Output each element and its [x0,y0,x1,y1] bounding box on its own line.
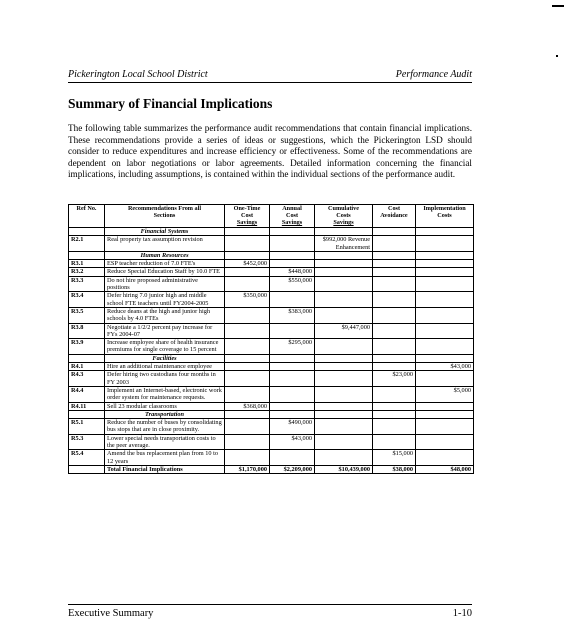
empty-cell [69,228,105,236]
recommendation-cell: Increase employee share of health insurance premiums for single coverage to 15 percent [105,339,225,355]
avoidance-cell [373,260,416,268]
implementation-cell: $48,000 [416,465,474,473]
category-label: Transportation [105,410,225,418]
scan-speck [556,55,558,57]
table-body [69,228,474,474]
table-row [69,402,474,410]
column-header [270,205,315,228]
table-row [69,419,474,435]
table-row [69,236,474,252]
empty-cell [315,228,373,236]
empty-cell [416,251,474,259]
empty-cell [416,410,474,418]
category-row [69,354,474,362]
cumulative-cell [315,402,373,410]
column-header [373,205,416,228]
empty-cell [315,251,373,259]
empty-cell [315,354,373,362]
implementation-cell [416,402,474,410]
table-row [69,292,474,308]
page-number: 1-10 [452,608,472,619]
column-header-line: Cost [240,212,254,219]
avoidance-cell [373,363,416,371]
avoidance-cell [373,386,416,402]
recommendation-cell: Hire an additional maintenance employee [105,363,225,371]
annual-cell: $43,000 [270,434,315,450]
implementation-cell [416,268,474,276]
category-row [69,410,474,418]
column-header-line: Sections [153,212,176,219]
table-row [69,276,474,292]
onetime-cell [225,434,270,450]
onetime-cell: $368,000 [225,402,270,410]
ref-cell: R5.1 [69,419,105,435]
avoidance-cell: $23,000 [373,371,416,387]
implementation-cell: $43,000 [416,363,474,371]
empty-cell [270,228,315,236]
implementation-cell: $5,000 [416,386,474,402]
category-label: Financial Systems [105,228,225,236]
column-header-line: Costs [336,212,351,219]
scan-edge-mark [552,5,564,7]
column-header [225,205,270,228]
empty-cell [69,410,105,418]
annual-cell: $383,000 [270,307,315,323]
onetime-cell [225,268,270,276]
table-row [69,339,474,355]
column-header-line: Annual [282,205,302,212]
implementation-cell [416,260,474,268]
header-report: Performance Audit [395,69,472,80]
recommendation-cell: Defer hiring two custodians four months in FY 2003 [105,371,225,387]
ref-cell: R4.11 [69,402,105,410]
table-header-row [69,205,474,228]
cumulative-cell [315,363,373,371]
annual-cell [270,450,315,466]
annual-cell [270,386,315,402]
recommendation-cell: Reduce Special Education Staff by 10.0 FTE [105,268,225,276]
empty-cell [225,228,270,236]
empty-cell [225,251,270,259]
empty-cell [225,410,270,418]
cumulative-cell [315,450,373,466]
empty-cell [69,251,105,259]
onetime-cell [225,363,270,371]
avoidance-cell [373,339,416,355]
cumulative-cell [315,260,373,268]
ref-cell: R3.8 [69,323,105,339]
ref-cell: R3.9 [69,339,105,355]
header-district: Pickerington Local School District [68,69,208,80]
table-row [69,323,474,339]
empty-cell [373,228,416,236]
annual-cell [270,363,315,371]
table-row [69,260,474,268]
column-header-line: One-Time [233,205,261,212]
column-header-line: Ref No. [76,205,97,212]
annual-cell: $550,000 [270,276,315,292]
annual-cell: $2,209,000 [270,465,315,473]
onetime-cell [225,371,270,387]
recommendation-cell: Reduce the number of buses by consolidating bus stops that are in close proximity. [105,419,225,435]
column-header-line: Savings [236,219,258,226]
empty-cell [373,354,416,362]
recommendation-cell: Reduce deans at the high and junior high schools by 4.0 FTEs [105,307,225,323]
implementation-cell [416,371,474,387]
onetime-cell: $452,000 [225,260,270,268]
annual-cell [270,260,315,268]
implementation-cell [416,276,474,292]
annual-cell [270,323,315,339]
implementation-cell [416,419,474,435]
avoidance-cell [373,402,416,410]
ref-cell: R3.3 [69,276,105,292]
column-header-line: Avoidance [380,212,408,219]
implementation-cell [416,307,474,323]
cumulative-cell [315,386,373,402]
footer-section: Executive Summary [68,608,154,619]
empty-cell [270,354,315,362]
ref-cell: R3.4 [69,292,105,308]
empty-cell [270,410,315,418]
annual-cell [270,292,315,308]
recommendation-cell: Sell 23 modular classrooms [105,402,225,410]
cumulative-cell [315,276,373,292]
onetime-cell [225,236,270,252]
cumulative-cell [315,307,373,323]
category-row [69,228,474,236]
implementation-cell [416,292,474,308]
empty-cell [416,228,474,236]
annual-cell [270,236,315,252]
table-row [69,371,474,387]
onetime-cell: $350,000 [225,292,270,308]
intro-paragraph: The following table summarizes the performance audit recommendations that contain financial implications. These recommendations provide a series of ideas or suggestions, which the Pickerington LSD should consider to reduce expenditures and increase efficiency or effectiveness. Some of the recommendations are dependent on labor negotiations or labor agreements. Detailed information concerning the financial implications, including assumptions, is contained within the individual sections of the performance audit. [68,123,472,180]
avoidance-cell [373,268,416,276]
ref-cell: R3.5 [69,307,105,323]
annual-cell [270,402,315,410]
recommendation-cell: Defer hiring 7.0 junior high and middle school FTE teachers until FY2004-2005 [105,292,225,308]
onetime-cell [225,323,270,339]
avoidance-cell [373,276,416,292]
onetime-cell [225,276,270,292]
annual-cell: $490,000 [270,419,315,435]
column-header-line: Savings [333,219,354,226]
avoidance-cell [373,323,416,339]
avoidance-cell [373,434,416,450]
page-title: Summary of Financial Implications [68,96,273,111]
implementation-cell [416,339,474,355]
cumulative-cell [315,292,373,308]
category-label: Facilities [105,354,225,362]
annual-cell: $448,000 [270,268,315,276]
ref-cell: R5.4 [69,450,105,466]
onetime-cell [225,307,270,323]
avoidance-cell [373,236,416,252]
table-row [69,268,474,276]
total-row [69,465,474,473]
column-header-line: Savings [281,219,303,226]
empty-cell [416,354,474,362]
column-header [416,205,474,228]
ref-cell: R4.3 [69,371,105,387]
cumulative-cell: $10,439,000 [315,465,373,473]
ref-cell [69,465,105,473]
cumulative-cell: $9,447,000 [315,323,373,339]
empty-cell [270,251,315,259]
empty-cell [225,354,270,362]
onetime-cell: $1,170,000 [225,465,270,473]
onetime-cell [225,419,270,435]
ref-cell: R4.1 [69,363,105,371]
avoidance-cell [373,419,416,435]
cumulative-cell [315,339,373,355]
table-row [69,386,474,402]
empty-cell [373,251,416,259]
implementation-cell [416,450,474,466]
implementation-cell [416,236,474,252]
column-header-line: Recommendations From all [127,205,202,212]
page-footer [68,604,472,619]
onetime-cell [225,339,270,355]
recommendation-cell: ESP teacher reduction of 7.0 FTE's [105,260,225,268]
table-row [69,450,474,466]
ref-cell: R3.1 [69,260,105,268]
column-header-line: Cost [387,205,401,212]
recommendation-cell: Total Financial Implications [105,465,225,473]
avoidance-cell: $15,000 [373,450,416,466]
recommendation-cell: Negotiate a 1/2/2 percent pay increase for FYs 2004-07 [105,323,225,339]
avoidance-cell: $38,000 [373,465,416,473]
cumulative-cell: $992,000 Revenue Enhancement [315,236,373,252]
table-row [69,434,474,450]
ref-cell: R5.3 [69,434,105,450]
recommendation-cell: Implement an Internet-based, electronic work order system for maintenance requests. [105,386,225,402]
column-header-line: Implementation [423,205,466,212]
recommendation-cell: Real property tax assumption revision [105,236,225,252]
recommendation-cell: Do not hire proposed administrative positions [105,276,225,292]
implementation-cell [416,323,474,339]
cumulative-cell [315,268,373,276]
empty-cell [373,410,416,418]
column-header [315,205,373,228]
table-row [69,363,474,371]
column-header [69,205,105,228]
onetime-cell [225,386,270,402]
financial-implications-table [68,204,474,474]
avoidance-cell [373,307,416,323]
annual-cell: $295,000 [270,339,315,355]
category-row [69,251,474,259]
column-header [105,205,225,228]
empty-cell [315,410,373,418]
page-header [68,69,472,83]
ref-cell: R3.2 [69,268,105,276]
column-header-line: Costs [437,212,452,219]
empty-cell [69,354,105,362]
cumulative-cell [315,419,373,435]
ref-cell: R4.4 [69,386,105,402]
cumulative-cell [315,434,373,450]
column-header-line: Cumulative [328,205,359,212]
ref-cell: R2.1 [69,236,105,252]
table-row [69,307,474,323]
implementation-cell [416,434,474,450]
recommendation-cell: Lower special needs transportation costs to the peer average. [105,434,225,450]
onetime-cell [225,450,270,466]
cumulative-cell [315,371,373,387]
avoidance-cell [373,292,416,308]
recommendation-cell: Amend the bus replacement plan from 10 to 12 years [105,450,225,466]
category-label: Human Resources [105,251,225,259]
annual-cell [270,371,315,387]
column-header-line: Cost [285,212,299,219]
